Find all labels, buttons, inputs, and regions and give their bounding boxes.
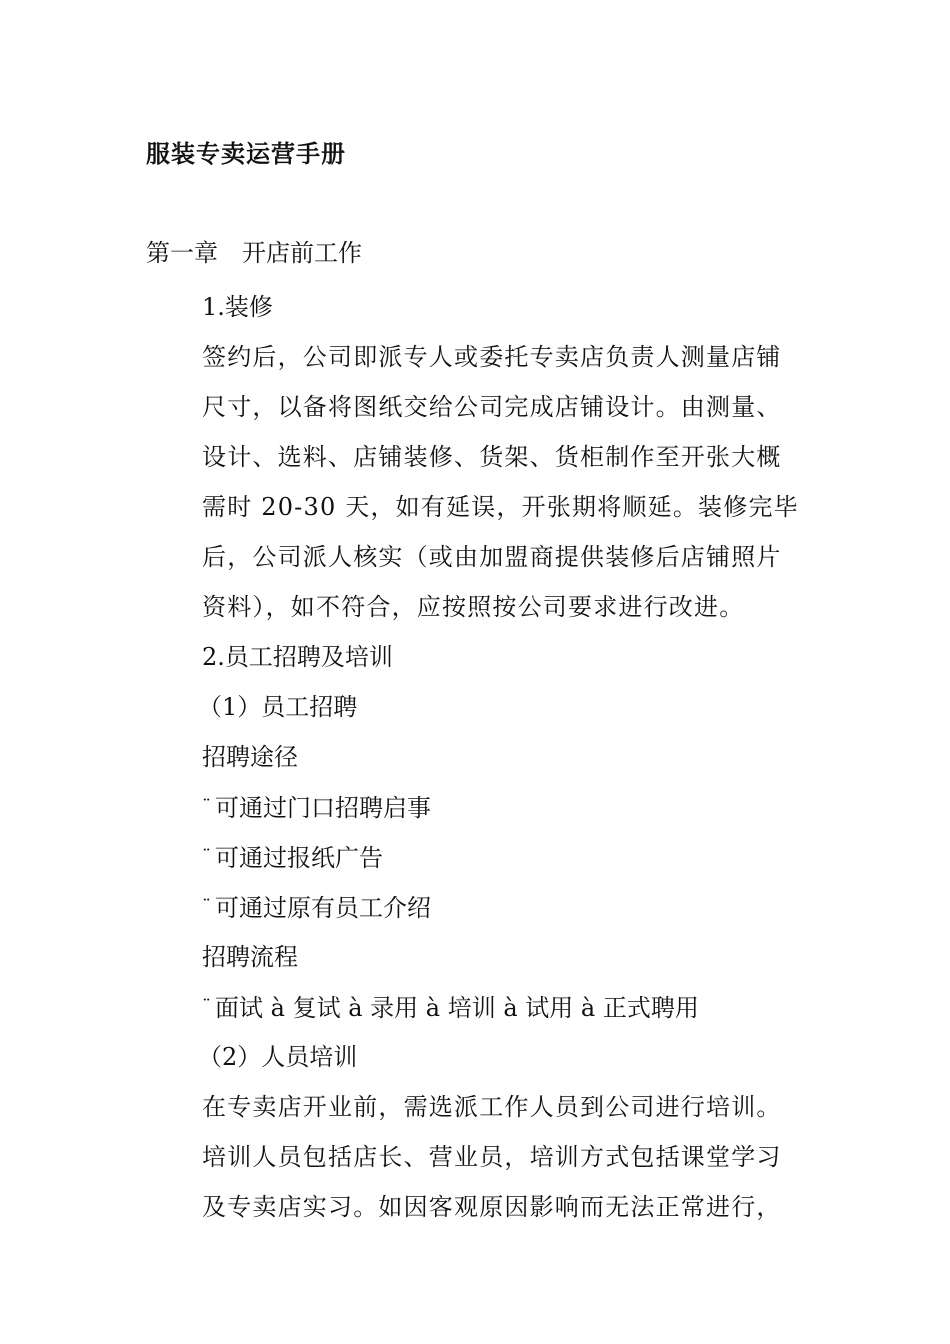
list-item-text: 可通过门口招聘启事 [215,794,431,822]
chapter-body [198,282,812,1232]
paragraph-line: 及专卖店实习。如因客观原因影响而无法正常进行， [202,1193,782,1221]
bullet-icon: ¨ [202,796,211,817]
paragraph-line: 需时 20-30 天，如有延误，开张期将顺延。装修完毕 [202,493,799,521]
list-item-text: 可通过报纸广告 [215,844,383,872]
paragraph-line: 签约后，公司即派专人或委托专卖店负责人测量店铺 [202,343,782,371]
paragraph-line: 尺寸，以备将图纸交给公司完成店铺设计。由测量、 [202,393,782,421]
list-item [202,882,812,932]
list-item [202,782,812,832]
paragraph-line: 资料），如不符合，应按照按公司要求进行改进。 [202,593,745,621]
bullet-icon: ¨ [202,846,211,867]
section-heading-recruitment-training: 2.员工招聘及培训 [202,643,393,671]
list-item [202,982,812,1032]
chapter-number: 第一章 [146,239,218,267]
recruitment-process-label: 招聘流程 [202,943,298,971]
paragraph-line: 在专卖店开业前，需选派工作人员到公司进行培训。 [202,1093,782,1121]
chapter-heading [146,233,362,268]
bullet-icon: ¨ [202,896,211,917]
subsection-heading-recruitment: （1）员工招聘 [198,693,358,721]
recruitment-channels-label: 招聘途径 [202,743,298,771]
paragraph-line: 后，公司派人核实（或由加盟商提供装修后店铺照片 [202,543,782,571]
section-heading-renovation: 1.装修 [202,293,273,321]
paragraph-line: 设计、选料、店铺装修、货架、货柜制作至开张大概 [202,443,782,471]
renovation-paragraph [202,332,812,632]
chapter-title: 开店前工作 [242,239,362,267]
training-paragraph [202,1082,812,1232]
document-title: 服装专卖运营手册 [146,139,346,168]
list-item [202,832,812,882]
bullet-icon: ¨ [202,996,211,1017]
process-steps: 面试 à 复试 à 录用 à 培训 à 试用 à 正式聘用 [215,994,699,1022]
subsection-heading-training: （2）人员培训 [198,1043,358,1071]
paragraph-line: 培训人员包括店长、营业员，培训方式包括课堂学习 [202,1143,782,1171]
list-item-text: 可通过原有员工介绍 [215,894,431,922]
